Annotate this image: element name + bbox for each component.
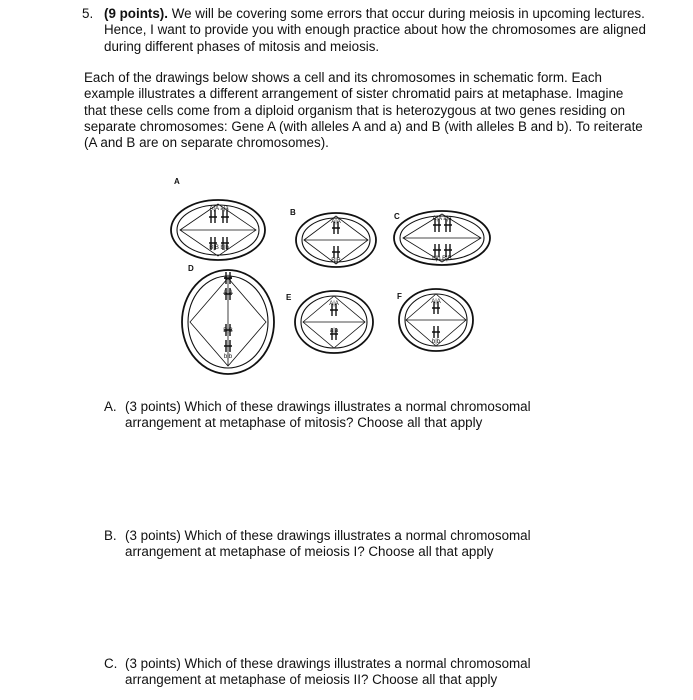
cell-e-top-alleles: A|A [329, 301, 339, 307]
cell-a [171, 177, 265, 260]
cell-e [286, 291, 373, 353]
subquestion-b-text: (3 points) Which of these drawings illustrates a normal chromosomal arrangement at metaphase of meiosis I? Choose all that apply [125, 528, 531, 560]
cell-e-bottom-alleles: a|a [329, 328, 339, 334]
question-intro [104, 6, 662, 55]
cell-b-label: B [290, 208, 296, 217]
cell-b-bottom-alleles: B|B [331, 258, 341, 264]
question-header [82, 6, 662, 55]
cell-f-bottom-alleles: b|b [431, 339, 441, 345]
cell-f-label: F [397, 292, 402, 301]
cell-diagrams [170, 177, 510, 388]
question-paragraph: Each of the drawings below shows a cell and its chromosomes in schematic form. Each example illustrates a different arrangement of sister chromatid pairs at metaphase. Imagine that these cells come from a diploid organism that is heterozygous at two genes residing on separate chromosomes: Gene A (with alleles A and a) and B (with alleles B and b). To reiterate (A and B are on separate chromosomes). [84, 70, 643, 151]
cell-a-label: A [174, 177, 180, 186]
subquestion-b-letter: B. [104, 528, 117, 543]
cell-f-top-alleles: A|A [431, 299, 441, 305]
cell-e-label: E [286, 293, 292, 302]
subquestion-c [104, 656, 574, 689]
cell-d-label: D [188, 264, 194, 273]
question-intro-text: We will be covering some errors that occur during meiosis in upcoming lectures. Hence, I want to provide you with enough practice about how the chromosomes are aligned during different phases of mitosis and meiosis. [104, 6, 646, 54]
cell-diagram-figure [170, 177, 510, 388]
cell-d-allele-1: a|a [223, 275, 233, 281]
cell-d [182, 264, 274, 374]
cell-c [394, 211, 490, 265]
question-number: 5. [82, 6, 94, 21]
subquestion-a-letter: A. [104, 399, 117, 414]
cell-b-top-alleles: A|A [331, 219, 341, 225]
question-paragraph-block [84, 70, 644, 151]
cell-b [290, 208, 376, 267]
question-points: (9 points). [104, 6, 168, 21]
cell-f [397, 289, 473, 351]
cell-c-label: C [394, 212, 400, 221]
subquestion-b [104, 528, 574, 561]
subquestion-a-text: (3 points) Which of these drawings illustrates a normal chromosomal arrangement at metaphase of mitosis? Choose all that apply [125, 399, 531, 431]
cell-a-top-alleles: A|A a|a [209, 206, 229, 212]
cell-c-top-alleles: A|A a|a [432, 216, 452, 222]
subquestion-c-text: (3 points) Which of these drawings illustrates a normal chromosomal arrangement at metaphase of meiosis II? Choose all that apply [125, 656, 531, 688]
subquestion-a [104, 399, 574, 432]
cell-d-allele-2: A|A [223, 290, 233, 296]
cell-d-allele-4: b|b [223, 354, 233, 360]
subquestion-c-letter: C. [104, 656, 118, 671]
cell-d-allele-3: B|B [223, 328, 233, 334]
cell-a-bottom-alleles: B|B b|b [209, 245, 229, 251]
cell-c-bottom-alleles: b|b B|B [432, 256, 452, 262]
